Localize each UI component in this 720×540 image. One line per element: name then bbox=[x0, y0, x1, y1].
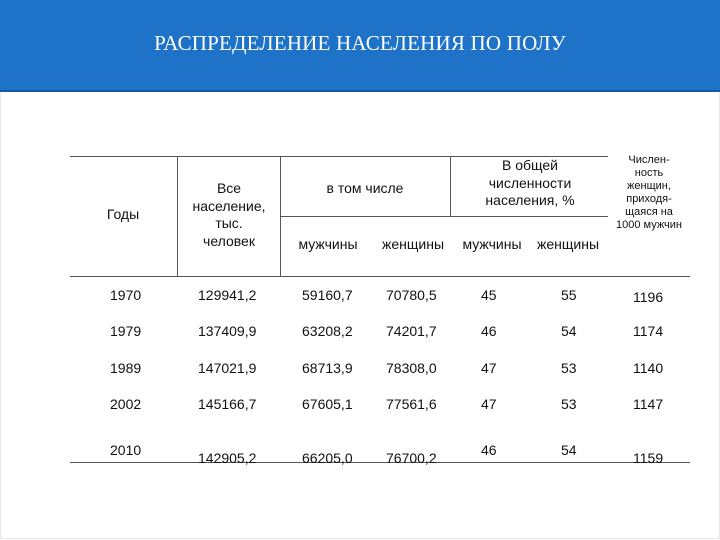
cell-men: 67605,1 bbox=[302, 396, 353, 412]
cell-total: 129941,2 bbox=[198, 287, 257, 303]
header-ratio-line: ность bbox=[634, 166, 664, 179]
cell-ratio: 1147 bbox=[633, 396, 664, 412]
header-including-text: в том числе bbox=[326, 180, 404, 196]
header-ratio-line: Числен- bbox=[628, 154, 670, 166]
table-header-bottom-border bbox=[70, 276, 690, 277]
cell-women: 78308,0 bbox=[386, 360, 437, 376]
header-share-total bbox=[452, 157, 608, 210]
cell-year: 2010 bbox=[110, 442, 142, 458]
table-bottom-border bbox=[70, 462, 690, 463]
cell-women-percent: 53 bbox=[561, 360, 577, 376]
header-ratio-line: щаяся на bbox=[625, 205, 673, 218]
cell-men-percent: 47 bbox=[481, 396, 497, 412]
header-including bbox=[290, 180, 440, 198]
header-men-percent bbox=[454, 236, 530, 254]
header-ratio-line: 1000 мужчин bbox=[615, 218, 683, 231]
cell-total: 137409,9 bbox=[198, 323, 257, 339]
header-men-percent-text: мужчины bbox=[462, 236, 522, 252]
cell-women-percent: 55 bbox=[561, 287, 577, 303]
header-ratio-line: женщин, bbox=[627, 179, 671, 192]
header-women-per-1000 bbox=[604, 154, 694, 232]
cell-men-percent: 46 bbox=[481, 442, 497, 458]
cell-year: 1989 bbox=[110, 360, 142, 376]
cell-ratio: 1174 bbox=[633, 323, 664, 339]
cell-year: 1979 bbox=[110, 323, 142, 339]
cell-men: 66205,0 bbox=[302, 450, 353, 466]
header-men bbox=[282, 236, 374, 254]
header-years-text: Годы bbox=[106, 206, 140, 222]
header-years bbox=[78, 206, 168, 224]
cell-women: 70780,5 bbox=[386, 287, 437, 303]
cell-year: 1970 bbox=[110, 287, 142, 303]
header-total-line: население, bbox=[192, 197, 266, 214]
header-total bbox=[178, 180, 280, 250]
header-total-line: Все bbox=[216, 180, 242, 196]
cell-women: 77561,6 bbox=[386, 396, 437, 412]
cell-year: 2002 bbox=[110, 396, 142, 412]
header-women-text: женщины bbox=[381, 236, 444, 252]
cell-total: 147021,9 bbox=[198, 360, 257, 376]
header-women-percent-text: женщины bbox=[536, 236, 599, 252]
header-men-text: мужчины bbox=[298, 236, 358, 252]
cell-women-percent: 53 bbox=[561, 396, 577, 412]
page-title: РАСПРЕДЕЛЕНИЕ НАСЕЛЕНИЯ ПО ПОЛУ bbox=[154, 31, 566, 55]
table-divider-share bbox=[450, 156, 451, 216]
header-share-line: В общей bbox=[502, 157, 558, 173]
header-ratio-line: приходя- bbox=[626, 192, 672, 205]
cell-men-percent: 45 bbox=[481, 287, 497, 303]
table-divider-incl bbox=[280, 216, 608, 217]
cell-total: 145166,7 bbox=[198, 396, 257, 412]
header-women bbox=[370, 236, 456, 254]
header-total-line: тыс. bbox=[215, 215, 243, 231]
cell-men-percent: 46 bbox=[481, 323, 497, 339]
cell-women: 74201,7 bbox=[386, 323, 437, 339]
header-women-percent bbox=[530, 236, 606, 254]
title-banner bbox=[0, 0, 720, 92]
cell-ratio: 1159 bbox=[633, 450, 664, 466]
header-share-line: населения, % bbox=[485, 192, 575, 208]
cell-men: 63208,2 bbox=[302, 323, 353, 339]
cell-women-percent: 54 bbox=[561, 323, 577, 339]
header-total-line: человек bbox=[203, 232, 255, 249]
cell-ratio: 1196 bbox=[633, 289, 664, 305]
header-share-line: численности bbox=[488, 174, 572, 191]
cell-ratio: 1140 bbox=[633, 360, 664, 376]
cell-total: 142905,2 bbox=[198, 450, 257, 466]
cell-men: 59160,7 bbox=[302, 287, 353, 303]
cell-men-percent: 47 bbox=[481, 360, 497, 376]
cell-men: 68713,9 bbox=[302, 360, 353, 376]
cell-women: 76700,2 bbox=[386, 450, 437, 466]
cell-women-percent: 54 bbox=[561, 442, 577, 458]
